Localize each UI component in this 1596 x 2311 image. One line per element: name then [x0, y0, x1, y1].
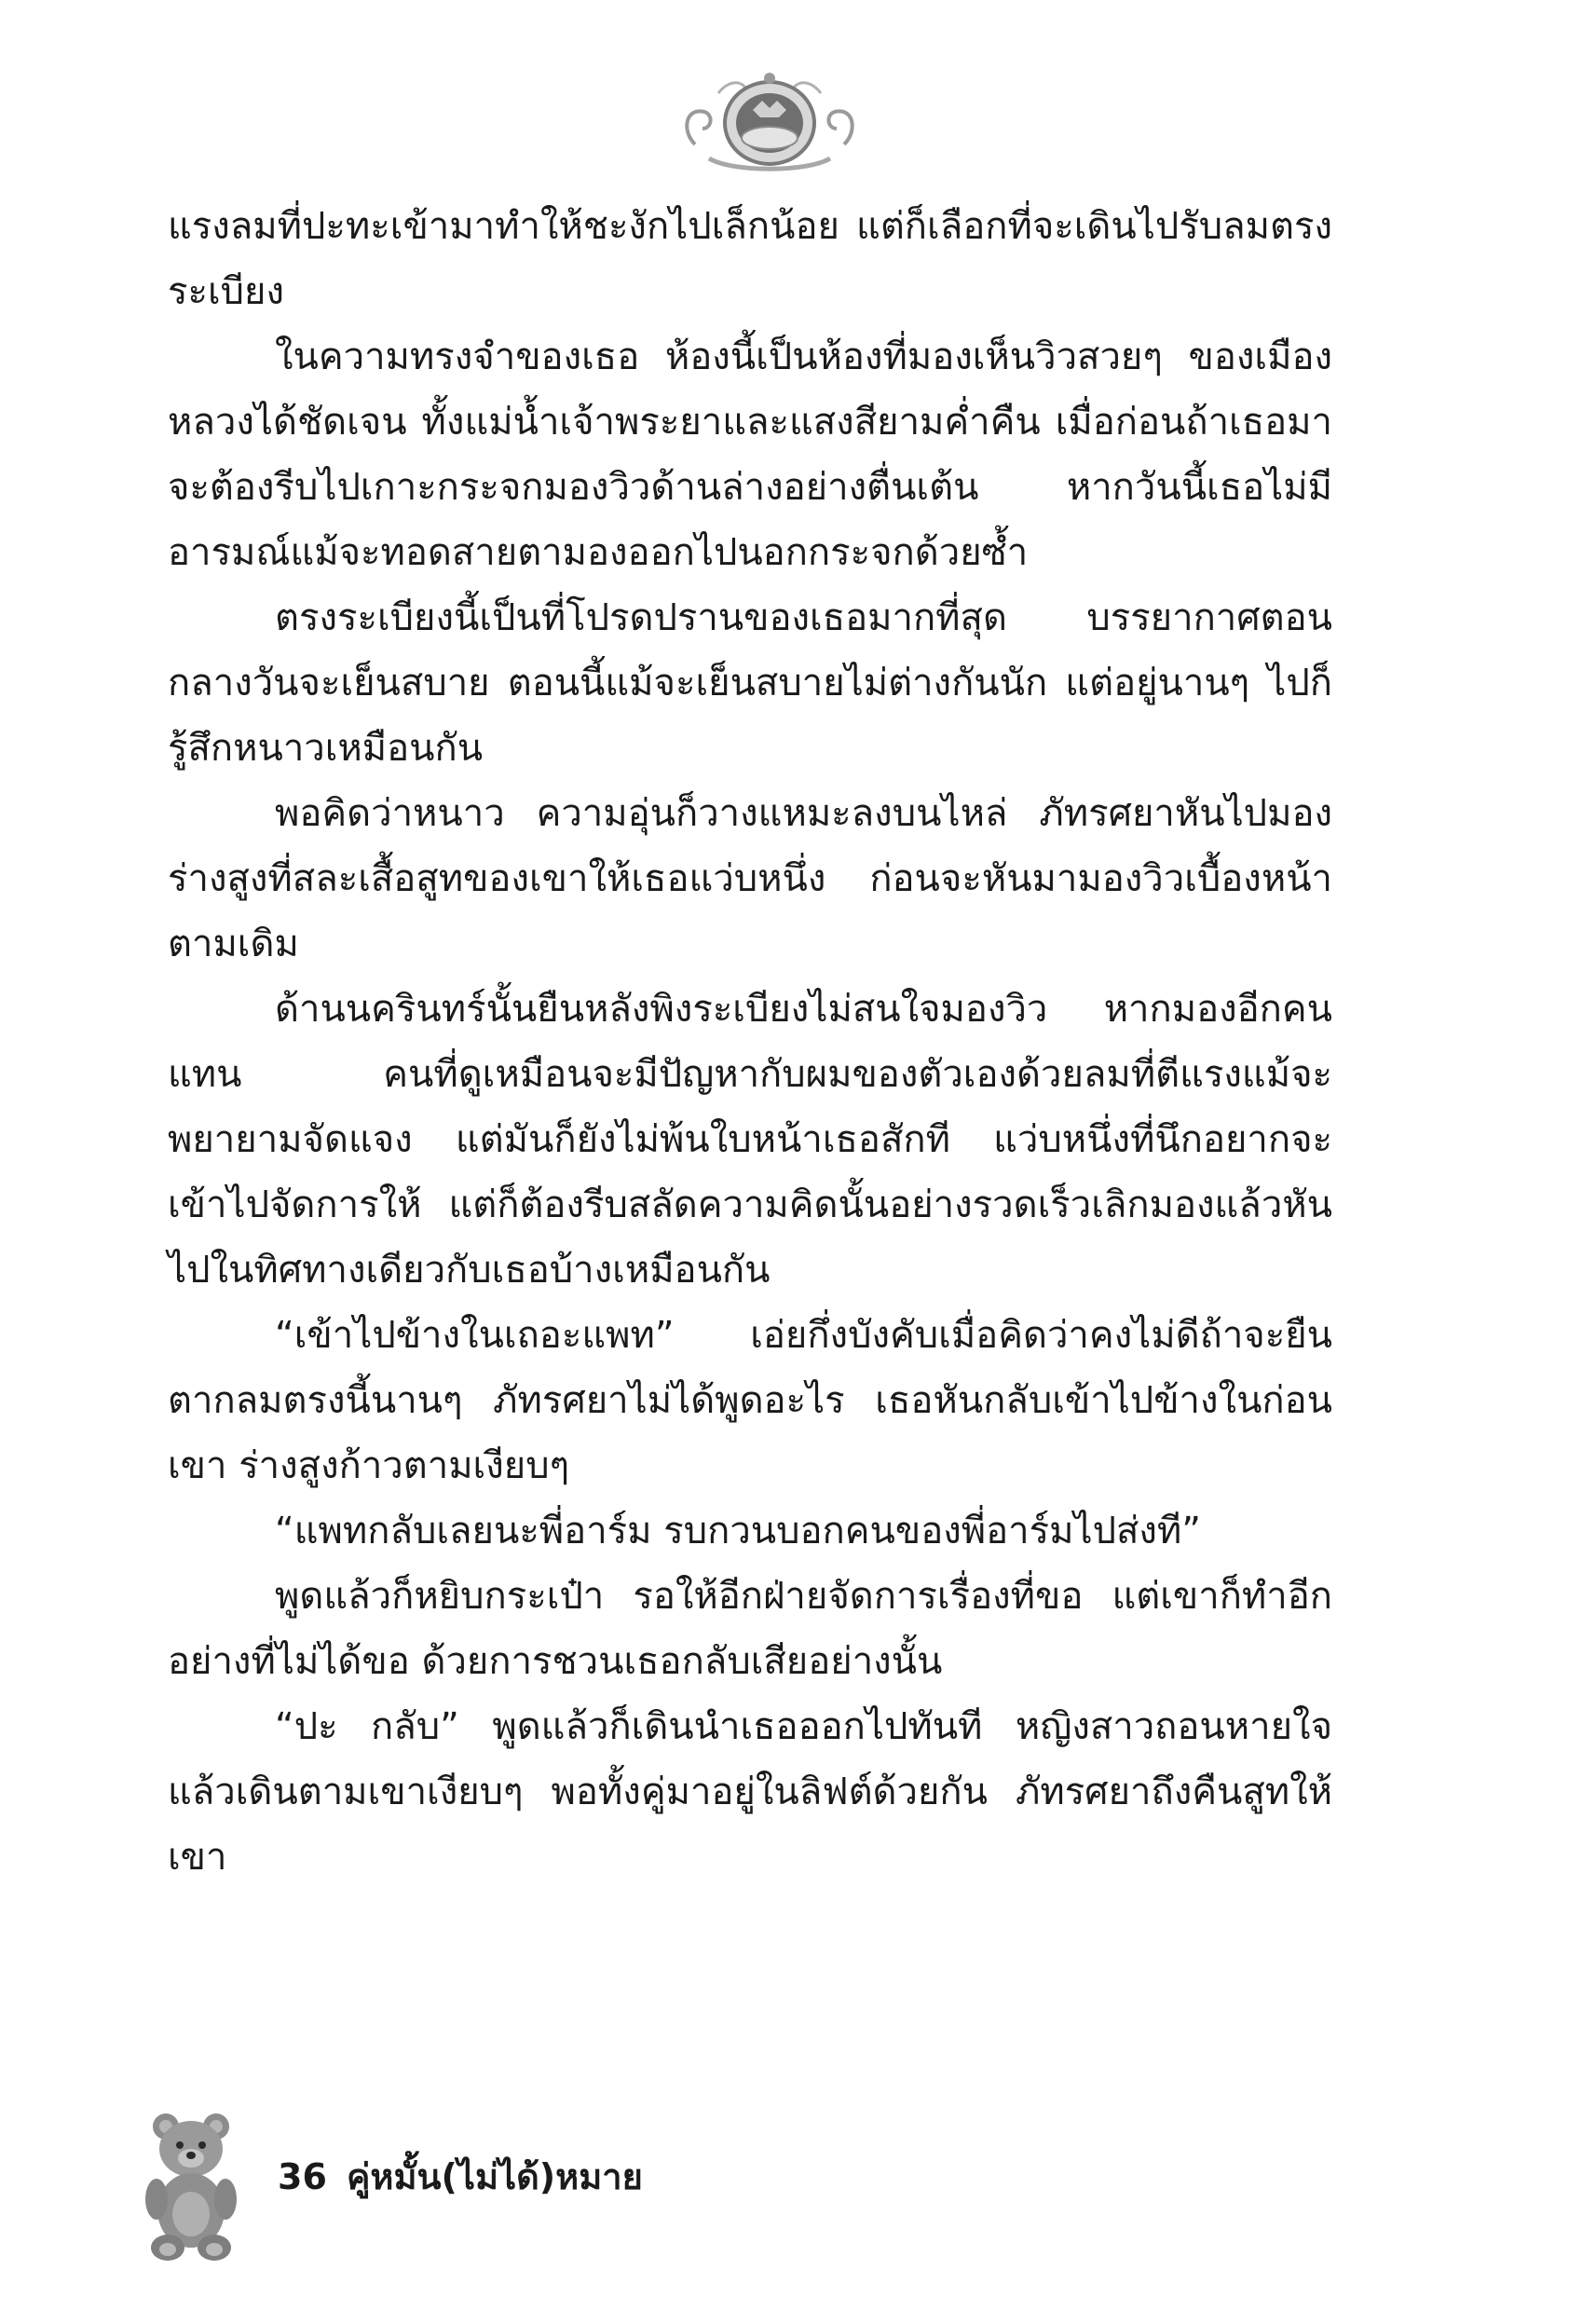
paragraph: ตรงระเบียงนี้เป็นที่โปรดปรานของเธอมากที่สุด บรรยากาศตอนกลางวันจะเย็นสบาย ตอนนี้แม้จะเย็นสบายไม่ต่างกันนัก แต่อยู่นานๆ ไปก็รู้สึกหนาวเหมือนกัน	[168, 596, 1332, 770]
teddy-bear-icon	[140, 2106, 242, 2264]
paragraph: แรงลมที่ปะทะเข้ามาทำให้ชะงักไปเล็กน้อย แต่ก็เลือกที่จะเดินไปรับลมตรงระเบียง	[168, 205, 1332, 313]
paragraph: “ปะ กลับ” พูดแล้วก็เดินนำเธอออกไปทันที หญิงสาวถอนหายใจแล้วเดินตามเขาเงียบๆ พอทั้งคู่มาอยู่ในลิฟต์ด้วยกัน ภัทรศยาถึงคืนสูทให้เขา	[168, 1705, 1332, 1879]
paragraph: “เข้าไปข้างในเถอะแพท” เอ่ยกึ่งบังคับเมื่อคิดว่าคงไม่ดีถ้าจะยืนตากลมตรงนี้นานๆ ภัทรศยาไม่ได้พูดอะไร เธอหันกลับเข้าไปข้างในก่อนเขา ร่างสูงก้าวตามเงียบๆ	[168, 1314, 1332, 1487]
page-number: 36	[278, 2156, 327, 2197]
body-text	[168, 194, 1332, 1890]
page-footer	[140, 2106, 699, 2264]
paragraph: พูดแล้วก็หยิบกระเป๋า รอให้อีกฝ่ายจัดการเรื่องที่ขอ แต่เขาก็ทำอีกอย่างที่ไม่ได้ขอ ด้วยการชวนเธอกลับเสียอย่างนั้น	[168, 1575, 1332, 1683]
paragraph: ด้านนครินทร์นั้นยืนหลังพิงระเบียงไม่สนใจมองวิว หากมองอีกคนแทน คนที่ดูเหมือนจะมีปัญหากับผมของตัวเองด้วยลมที่ตีแรงแม้จะพยายามจัดแจง แต่มันก็ยังไม่พ้นใบหน้าเธอสักที แว่บหนึ่งที่นึกอยากจะเข้าไปจัดการให้ แต่ก็ต้องรีบสลัดความคิดนั้นอย่างรวดเร็วเลิกมองแล้วหันไปในทิศทางเดียวกับเธอบ้างเหมือนกัน	[168, 988, 1332, 1292]
paragraph: พอคิดว่าหนาว ความอุ่นก็วางแหมะลงบนไหล่ ภัทรศยาหันไปมองร่างสูงที่สละเสื้อสูทของเขาให้เธอแว่บหนึ่ง ก่อนจะหันมามองวิวเบื้องหน้าตามเดิม	[168, 792, 1332, 965]
paragraph: ในความทรงจำของเธอ ห้องนี้เป็นห้องที่มองเห็นวิวสวยๆ ของเมืองหลวงได้ชัดเจน ทั้งแม่น้ำเจ้าพระยาและแสงสียามค่ำคืน เมื่อก่อนถ้าเธอมาจะต้องรีบไปเกาะกระจกมองวิวด้านล่างอย่างตื่นเต้น หากวันนี้เธอไม่มีอารมณ์แม้จะทอดสายตามองออกไปนอกกระจกด้วยซ้ำ	[168, 335, 1332, 574]
paragraph: “แพทกลับเลยนะพี่อาร์ม รบกวนบอกคนของพี่อาร์มไปส่งที”	[275, 1510, 1202, 1552]
book-title: คู่หมั้น(ไม่ได้)หมาย	[347, 2156, 643, 2197]
publisher-crest-logo-icon	[676, 56, 863, 177]
